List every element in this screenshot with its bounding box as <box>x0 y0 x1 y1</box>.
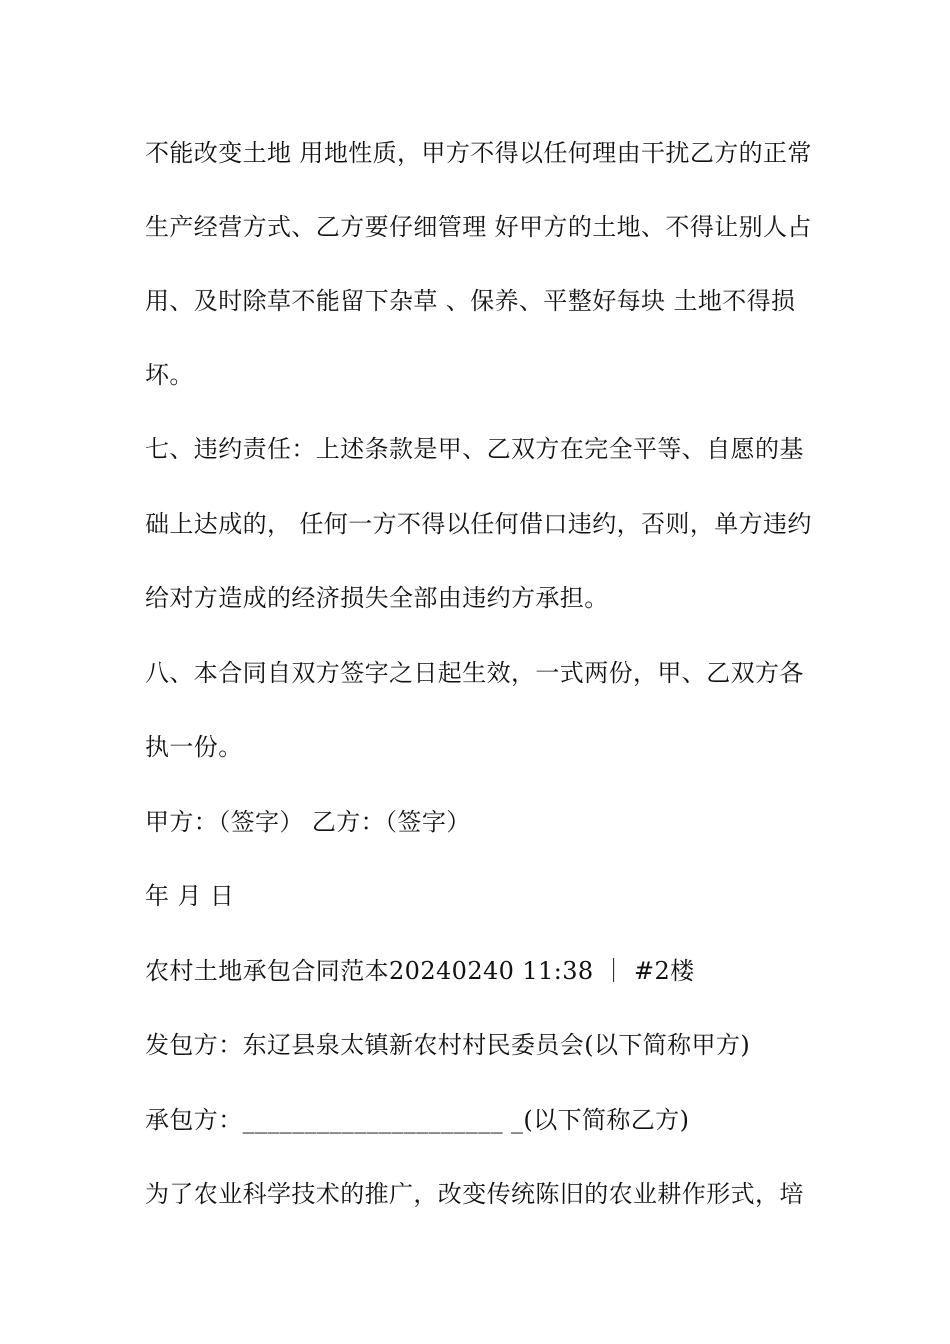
text-line: 发包方：东辽县泉太镇新农村村民委员会(以下简称甲方) <box>145 1031 751 1059</box>
text-line: 不能改变土地 用地性质，甲方不得以任何理由干扰乙方的正常 <box>145 139 812 167</box>
section-heading: 农村土地承包合同范本20240240 11:38 ｜ #2楼 <box>145 957 695 985</box>
text-line: 执一份。 <box>145 733 243 761</box>
text-line: 用、及时除草不能留下杂草 、保养、平整好每块 土地不得损 <box>145 287 796 315</box>
text-line: 础上达成的， 任何一方不得以任何借口违约，否则，单方违约 <box>145 510 812 538</box>
text-line: 坏。 <box>145 361 194 389</box>
text-line: 为了农业科学技术的推广，改变传统陈旧的农业耕作形式，培 <box>145 1180 804 1208</box>
text-line: 七、违约责任：上述条款是甲、乙双方在完全平等、自愿的基 <box>145 435 804 463</box>
text-line: 给对方造成的经济损失全部由违约方承担。 <box>145 584 609 612</box>
text-line: 生产经营方式、乙方要仔细管理 好甲方的土地、不得让别人占 <box>145 213 812 241</box>
date-line: 年 月 日 <box>145 882 235 910</box>
text-line: 承包方：_____________________ _(以下简称乙方) <box>145 1106 690 1134</box>
text-line: 八、本合同自双方签字之日起生效，一式两份，甲、乙双方各 <box>145 659 804 687</box>
signature-line: 甲方：（签字） 乙方：（签字） <box>145 808 471 836</box>
